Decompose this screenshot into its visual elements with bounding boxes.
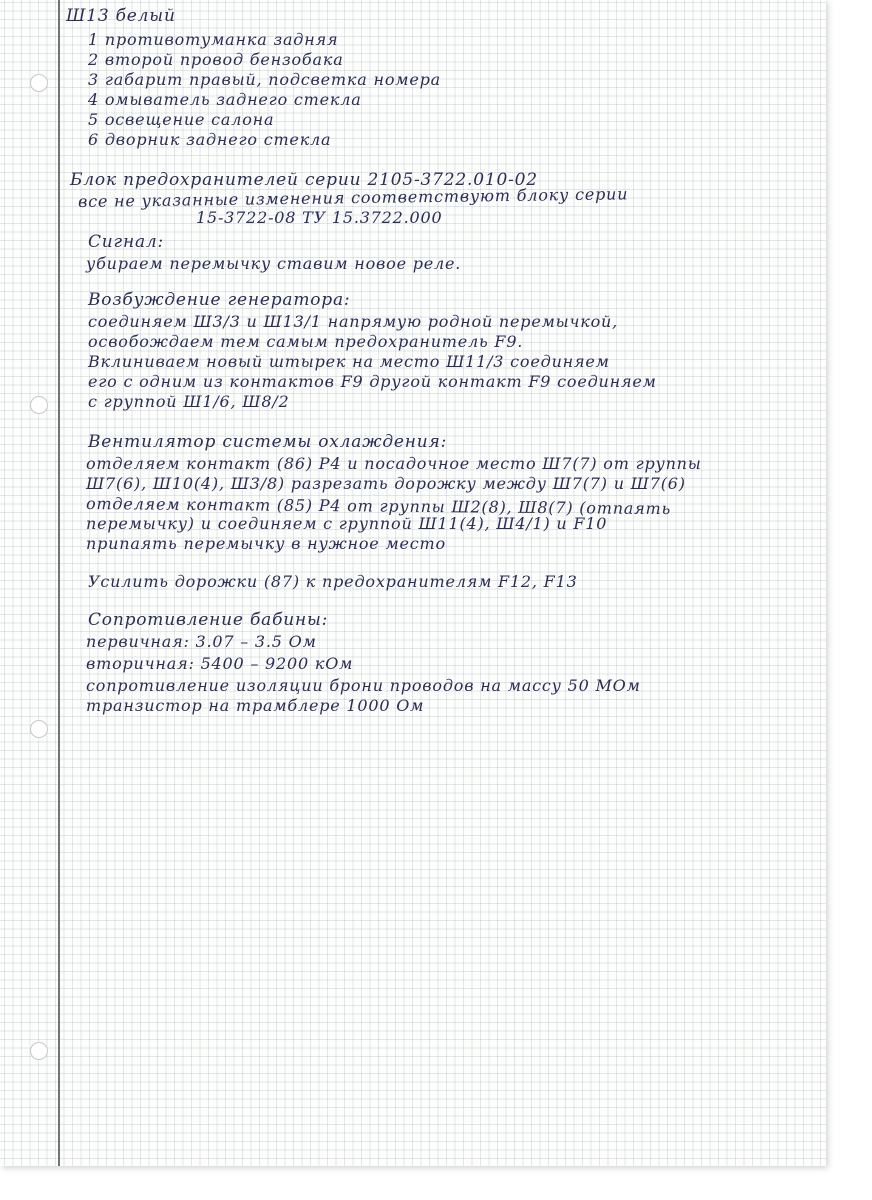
pin-item: 6 дворник заднего стекла <box>88 130 332 149</box>
coil-line: транзистор на трамблере 1000 Ом <box>86 696 425 715</box>
generator-line: соединяем Ш3/3 и Ш13/1 напрямую родной перемычкой, <box>88 312 619 331</box>
pin-item: 2 второй провод бензобака <box>88 50 344 69</box>
fan-heading: Вентилятор системы охлаждения: <box>88 432 448 452</box>
pin-item: 1 противотуманка задняя <box>88 30 339 49</box>
generator-heading: Возбуждение генератора: <box>88 290 351 310</box>
fan-line: припаять перемычку в нужное место <box>86 534 446 553</box>
coil-line: первичная: 3.07 – 3.5 Ом <box>86 632 317 651</box>
fan-line: отделяем контакт (85) Р4 от группы Ш2(8), Ш8(7) (отпаять <box>85 494 672 519</box>
signal-text: убираем перемычку ставим новое реле. <box>86 254 462 273</box>
binder-hole <box>30 1042 48 1060</box>
generator-line: Вклиниваем новый штырек на место Ш11/3 соединяем <box>88 352 610 371</box>
coil-heading: Сопротивление бабины: <box>88 610 329 630</box>
generator-line: освобождаем тем самым предохранитель F9. <box>88 332 524 351</box>
coil-line: сопротивление изоляции брони проводов на массу 50 МОм <box>86 676 641 695</box>
pin-item: 3 габарит правый, подсветка номера <box>88 70 441 89</box>
fuse-block-title: Блок предохранителей серии 2105-3722.010-02 <box>70 170 538 190</box>
signal-heading: Сигнал: <box>88 232 165 252</box>
fuse-block-note: все не указанные изменения соответствуют блоку серии <box>77 184 629 211</box>
generator-line: его с одним из контактов F9 другой контакт F9 соединяем <box>88 372 657 391</box>
fan-line: перемычку) и соединяем с группой Ш11(4), Ш4/1) и F10 <box>86 514 608 533</box>
pin-item: 4 омыватель заднего стекла <box>88 90 362 109</box>
connector-title: Ш13 белый <box>66 6 176 26</box>
fuse-block-series: 15-3722-08 ТУ 15.3722.000 <box>196 208 443 227</box>
fan-line: отделяем контакт (86) Р4 и посадочное место Ш7(7) от группы <box>86 454 702 473</box>
fan-line: Ш7(6), Ш10(4), Ш3/8) разрезать дорожку между Ш7(7) и Ш7(6) <box>86 474 686 493</box>
pin-item: 5 освещение салона <box>88 110 275 129</box>
tracks-text: Усилить дорожки (87) к предохранителям F12, F13 <box>88 572 578 591</box>
generator-line: с группой Ш1/6, Ш8/2 <box>88 392 290 411</box>
coil-line: вторичная: 5400 – 9200 кОм <box>86 654 354 673</box>
